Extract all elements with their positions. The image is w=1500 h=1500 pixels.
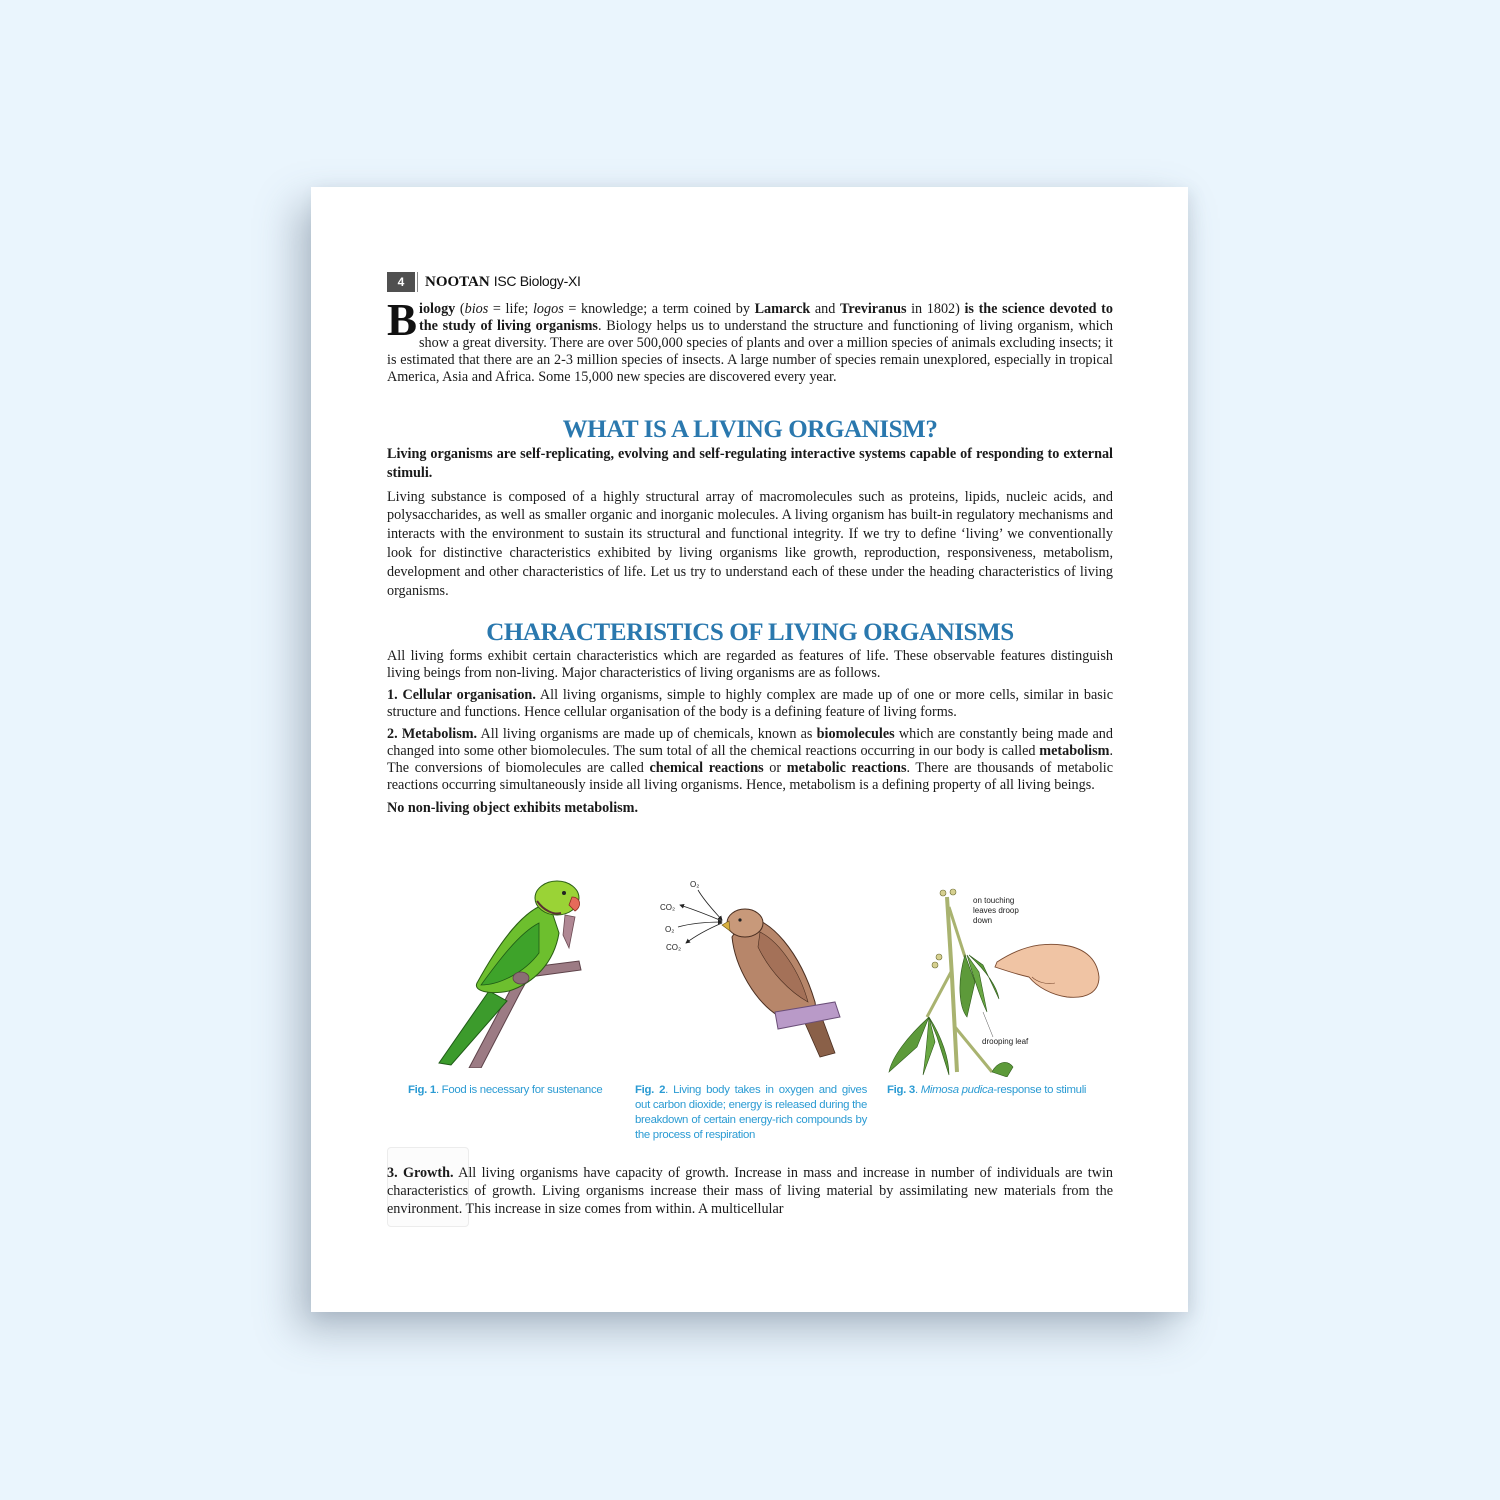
- text: which are constantly being made and changed into some other biomolecules. The sum total of all the chemical reactions occurring in our body is called: [387, 726, 1113, 759]
- text: . The conversions of biomolecules are called: [387, 743, 1113, 776]
- o2-label: O₂: [690, 880, 700, 889]
- metabolism-note: [387, 800, 1113, 817]
- definition-paragraph: [387, 445, 1113, 483]
- section-characteristics: [387, 619, 1113, 817]
- figure-label: Fig. 2: [635, 1084, 666, 1096]
- caption-text: -response to stimuli: [993, 1084, 1087, 1096]
- figure-1-caption: [408, 1083, 618, 1098]
- term-metabolism: metabolism: [1039, 743, 1110, 759]
- text: . There are thousands of metabolic reactions occurring simultaneously inside all living organisms. Hence, metabolism is a defining property of all living beings.: [387, 760, 1113, 793]
- item-title: 1. Cellular organisation.: [387, 687, 536, 703]
- figure-label: Fig. 1: [408, 1084, 436, 1096]
- section-heading: CHARACTERISTICS OF LIVING ORGANISMS: [486, 619, 1014, 646]
- item-metabolism: [387, 726, 1113, 794]
- o2-label: O₂: [665, 925, 675, 934]
- item-text: All living organisms, simple to highly complex are made up of one or more cells, similar in basic structure and functions. Hence cellular organisation of the body is a defining feature of living forms.: [387, 687, 1113, 720]
- text: All living organisms are made up of chemicals, known as: [477, 726, 817, 742]
- characteristics-intro: All living forms exhibit certain characteristics which are regarded as features of life. These observable features distinguish living beings from non-living. Major characteristics of living organisms are as follows.: [387, 648, 1113, 681]
- caption-text: . Food is necessary for sustenance: [435, 1084, 603, 1096]
- term-logos: logos: [532, 301, 564, 317]
- intro-paragraph: [387, 295, 1113, 386]
- text: (: [455, 301, 465, 317]
- section-heading: WHAT IS A LIVING ORGANISM?: [562, 416, 938, 443]
- annotation-on-touching: on touching: [973, 896, 1015, 905]
- text: in 1802): [906, 301, 965, 317]
- item-text: All living organisms have capacity of growth. Increase in mass and increase in number of individuals are twin characteristics of growth. Living organisms increase their mass of living material by assimilating new materials from the environment. This increase in size comes from within. A multicellular: [387, 1165, 1114, 1217]
- book-subtitle: ISC Biology-XI: [493, 273, 581, 289]
- figure-label: Fig. 3: [887, 1084, 915, 1096]
- item-growth: [387, 1164, 1113, 1218]
- co2-label: CO₂: [666, 943, 682, 952]
- text: = life;: [488, 301, 533, 317]
- figure-2-caption: [635, 1083, 867, 1143]
- item-title: 3. Growth.: [387, 1165, 454, 1181]
- item-title: 2. Metabolism.: [387, 726, 478, 742]
- text: and: [810, 301, 840, 317]
- name-treviranus: Treviranus: [840, 301, 907, 317]
- text: = knowledge; a term coined by: [563, 301, 755, 317]
- text: or: [763, 760, 787, 776]
- note-text: No non-living object exhibits metabolism.: [387, 800, 639, 816]
- term-metabolic-reactions: metabolic reactions: [786, 760, 907, 776]
- species-name: Mimosa pudica: [920, 1084, 994, 1096]
- term-chemical-reactions: chemical reactions: [649, 760, 764, 776]
- figure-3-caption: Fig. 3. Mimosa pudica-response to stimuli: [887, 1084, 1087, 1096]
- biology-definition: is the science devoted to the study of living organisms: [419, 301, 1113, 334]
- annotation-drooping-leaf: drooping leaf: [982, 1037, 1029, 1046]
- mimosa-illustration: [887, 887, 1102, 1077]
- item-cellular-organisation: [387, 687, 1113, 721]
- text: . Biology helps us to understand the structure and functioning of living organism, which show a great diversity. There are over 500,000 species of plants and over a million species of animals excluding insects; it is estimated that there are an 2-3 million species of insects. A large number of species remain unexplored, especially in tropical America, Asia and Africa. Some 15,000 new species are discovered every year.: [387, 318, 1113, 385]
- item-growth-section: [387, 1164, 1113, 1218]
- parrot-illustration: [429, 873, 589, 1068]
- drop-cap: B: [387, 295, 418, 345]
- running-header: [387, 271, 1113, 293]
- book-title: [425, 273, 581, 291]
- definition-text: Living organisms are self-replicating, evolving and self-regulating interactive systems capable of responding to external stimuli.: [387, 446, 1113, 481]
- intro-section: [387, 295, 1113, 386]
- name-lamarck: Lamarck: [754, 301, 811, 317]
- term-bios: bios: [464, 301, 489, 317]
- page-number-badge: 4: [387, 272, 415, 292]
- body-paragraph: Living substance is composed of a highly structural array of macromolecules such as proteins, lipids, nucleic acids, and polysaccharides, as well as smaller organic and inorganic molecules. A living organism has built-in regulatory mechanisms and interacts with the environment to sustain its structural and functional integrity. If we try to define ‘living’ we conventionally look for distinctive characteristics exhibited by living organisms like growth, reproduction, responsiveness, metabolism, development and other characteristics of life. Let us try to understand each of these under the heading characteristics of living organisms.: [387, 488, 1113, 599]
- term-biomolecules: biomolecules: [816, 726, 895, 742]
- annotation-down: down: [973, 916, 993, 925]
- term-biology: iology: [419, 301, 456, 317]
- eagle-illustration: [650, 877, 850, 1062]
- annotation-leaves-droop: leaves droop: [973, 906, 1019, 915]
- brand-name: NOOTAN: [425, 274, 490, 290]
- caption-text: . Living body takes in oxygen and gives out carbon dioxide; energy is released during the breakdown of certain energy-rich compounds by the process of respiration: [635, 1084, 867, 1141]
- co2-label: CO₂: [660, 903, 676, 912]
- section-what-is-living-organism: [387, 416, 1113, 600]
- textbook-page: [311, 187, 1188, 1312]
